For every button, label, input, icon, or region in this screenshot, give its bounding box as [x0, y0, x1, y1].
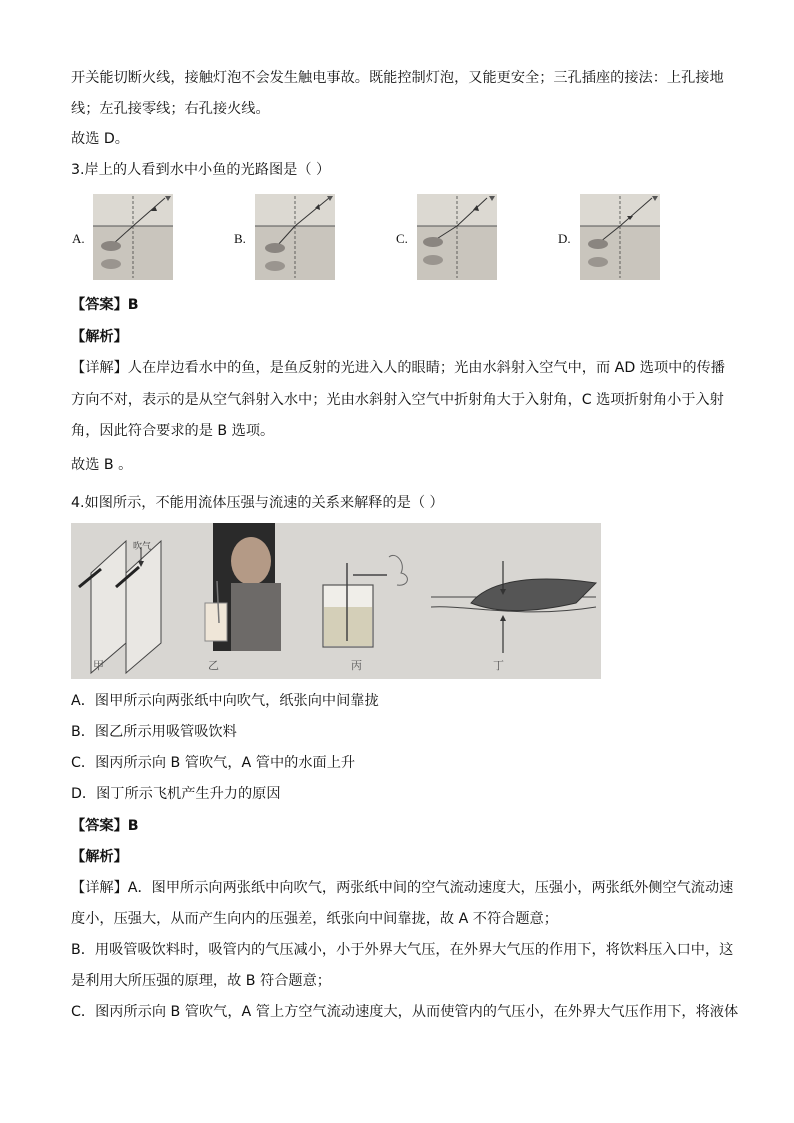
- q4-figure: [71, 523, 601, 679]
- intro-line-1: 开关能切断火线，接触灯泡不会发生触电事故。既能控制灯泡，又能更安全；三孔插座的接法：上孔接地: [71, 70, 724, 86]
- q4-panel-jia-label: 甲: [93, 659, 104, 672]
- q3-detail-line-1: 【详解】人在岸边看水中的鱼，是鱼反射的光进入人的眼睛；光由水斜射入空气中，而 AD 选项中的传播: [71, 360, 725, 376]
- q4-option-b: B．图乙所示用吸管吸饮料: [71, 724, 237, 740]
- q3-conclusion: 故选 B 。: [71, 457, 133, 473]
- q3-option-b-figure: [255, 194, 335, 280]
- q3-option-b-label: B.: [234, 231, 246, 246]
- q4-detail-line-4: 是利用大所压强的原理，故 B 符合题意；: [71, 973, 331, 989]
- q4-panel-bing-label: 丙: [351, 659, 362, 672]
- q4-detail-line-2: 度小，压强大，从而产生向内的压强差，纸张向中间靠拢，故 A 不符合题意；: [71, 911, 558, 927]
- q3-option-c-label: C.: [396, 231, 408, 246]
- q3-option-a-label: A.: [72, 231, 85, 246]
- q4-analysis-heading: 【解析】: [71, 849, 128, 865]
- intro-conclusion: 故选 D。: [71, 131, 129, 147]
- q4-stem: 4.如图所示，不能用流体压强与流速的关系来解释的是（ ）: [71, 495, 444, 511]
- q4-option-a: A．图甲所示向两张纸中向吹气，纸张向中间靠拢: [71, 693, 379, 709]
- q4-option-d: D．图丁所示飞机产生升力的原因: [71, 786, 281, 802]
- q4-blow-label: 吹气: [133, 542, 152, 552]
- q3-option-a-figure: [93, 194, 173, 280]
- q4-option-c: C．图丙所示向 B 管吹气，A 管中的水面上升: [71, 755, 356, 771]
- q4-detail-line-3: B．用吸管吸饮料时，吸管内的气压减小，小于外界大气压，在外界大气压的作用下，将饮料压入口中，这: [71, 942, 734, 958]
- q3-analysis-heading: 【解析】: [71, 329, 128, 345]
- q3-answer: 【答案】B: [71, 297, 139, 313]
- q3-detail-line-2: 方向不对，表示的是从空气斜射入水中；光由水斜射入空气中折射角大于入射角，C 选项折射角小于入射: [71, 392, 724, 408]
- q3-option-d-figure: [580, 194, 660, 280]
- q4-answer: 【答案】B: [71, 818, 139, 834]
- q3-option-d-label: D.: [558, 231, 571, 246]
- q3-stem: 3.岸上的人看到水中小鱼的光路图是（ ）: [71, 162, 331, 178]
- q3-option-c-figure: [417, 194, 497, 280]
- intro-line-2: 线；左孔接零线；右孔接火线。: [71, 101, 270, 117]
- q3-detail-line-3: 角，因此符合要求的是 B 选项。: [71, 423, 275, 439]
- q4-panel-yi-figure: [205, 523, 281, 651]
- q4-detail-line-1: 【详解】A．图甲所示向两张纸中向吹气，两张纸中间的空气流动速度大，压强小，两张纸外侧空气流动速: [71, 880, 734, 896]
- q4-panel-ding-label: 丁: [493, 659, 504, 672]
- q4-panel-yi-label: 乙: [208, 659, 219, 672]
- q4-detail-line-5: C．图丙所示向 B 管吹气，A 管上方空气流动速度大，从而使管内的气压小，在外界大气压作用下，将液体: [71, 1004, 739, 1020]
